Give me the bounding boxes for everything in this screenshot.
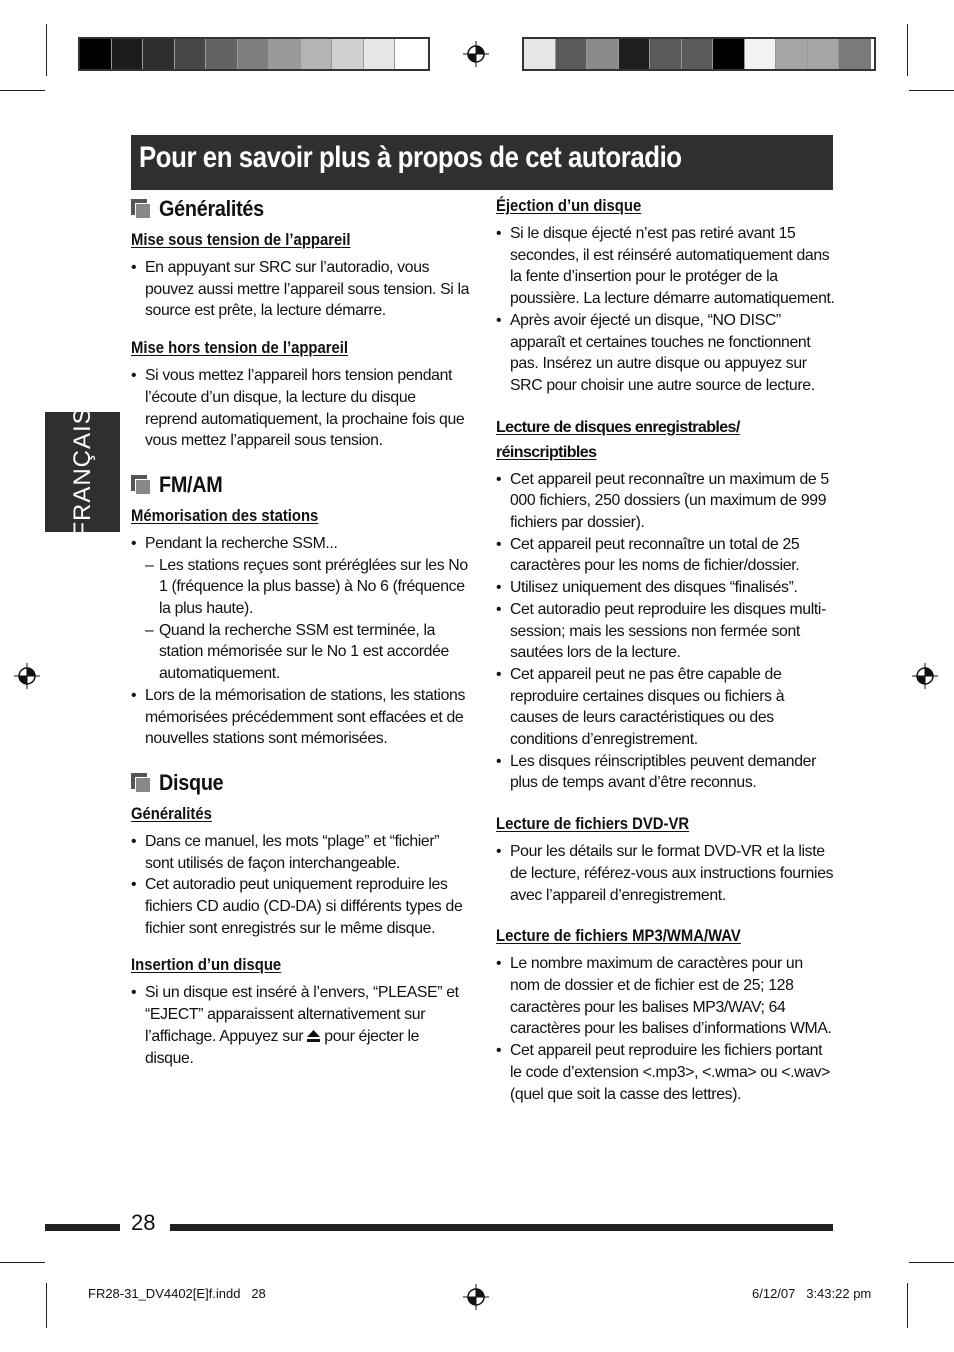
- print-slug-filename: FR28-31_DV4402[E]f.indd 28: [88, 1286, 266, 1301]
- crop-mark: [907, 1283, 908, 1328]
- subheading-disque-generalites: Généralités: [131, 804, 212, 823]
- list-item: – Quand la recherche SSM est terminée, la station mémorisée sur le No 1 est accordée automatiquement.: [145, 620, 471, 685]
- list-item: • Utilisez uniquement des disques “finalisés”.: [496, 577, 836, 599]
- list-item: • Cet appareil peut reconnaître un maximum de 5 000 fichiers, 250 dossiers (un maximum de 999 fichiers par dossier).: [496, 469, 836, 534]
- crosshair-circle-icon: [463, 1284, 489, 1310]
- crop-mark: [0, 90, 45, 91]
- crosshair-circle-icon: [14, 663, 40, 689]
- color-swatch: [839, 39, 871, 69]
- list-item: • Cet autoradio peut uniquement reproduire les fichiers CD audio (CD-DA) si différents types de fichier sont enregistrés sur le même disque.: [131, 874, 471, 939]
- list-item: • Dans ce manuel, les mots “plage” et “fichier” sont utilisés de façon interchangeable.: [131, 831, 471, 874]
- bullet-list: [131, 831, 471, 940]
- color-swatch: [776, 39, 808, 69]
- crop-mark: [46, 24, 47, 76]
- color-swatch: [175, 39, 207, 69]
- bullet-list: [131, 533, 471, 750]
- bullet-list: [496, 841, 836, 906]
- color-swatch: [238, 39, 270, 69]
- crop-mark: [909, 90, 954, 91]
- language-tab-label: FRANÇAIS: [68, 407, 96, 537]
- section-heading-disque: [131, 770, 471, 796]
- color-swatch: [112, 39, 144, 69]
- crop-mark: [907, 24, 908, 76]
- crop-mark: [46, 1283, 47, 1328]
- section-heading-generalites: [131, 196, 471, 222]
- color-swatch: [301, 39, 333, 69]
- color-swatch: [745, 39, 777, 69]
- list-item: • Après avoir éjecté un disque, “NO DISC” apparaît et certaines touches ne fonctionnent pas. Insérez un autre disque ou appuyez sur SRC pour choisir une autre source de lecture.: [496, 310, 836, 397]
- list-item: – Les stations reçues sont préréglées sur les No 1 (fréquence la plus basse) à No 6 (fréquence la plus haute).: [145, 555, 471, 620]
- list-item: • Cet appareil peut reconnaître un total de 25 caractères pour les noms de fichier/dossier.: [496, 534, 836, 577]
- color-swatch: [269, 39, 301, 69]
- subheading-mise-sous-tension: Mise sous tension de l’appareil: [131, 231, 351, 249]
- list-item: • Si le disque éjecté n’est pas retiré avant 15 secondes, il est réinséré automatiquement dans la fente d’insertion pour le protéger de la poussière. La lecture démarre automatiquement.: [496, 223, 836, 310]
- subheading-dvdvr: Lecture de fichiers DVD-VR: [496, 815, 690, 834]
- section-square-icon: [131, 475, 151, 495]
- color-calibration-bar-left: [78, 37, 430, 71]
- subheading-enregistrables: Lecture de disques enregistrables/ réinscriptibles: [496, 418, 740, 461]
- left-column: [131, 196, 471, 1069]
- color-calibration-bar-right: [522, 37, 876, 71]
- list-item: • Si un disque est inséré à l’envers, “PLEASE” et “EJECT” apparaissent alternativement sur l’affichage. Appuyez sur pour éjecter le disque.: [131, 982, 471, 1069]
- color-swatch: [364, 39, 396, 69]
- section-square-icon: [131, 773, 151, 793]
- eject-icon: [307, 1030, 320, 1042]
- list-item: • Cet appareil peut reproduire les fichiers portant le code d’extension <.mp3>, <.wma> ou <.wav> (quel que soit la casse des lettres).: [496, 1040, 836, 1105]
- list-item: • Si vous mettez l’appareil hors tension pendant l’écoute d’un disque, la lecture du disque reprend automatiquement, la prochaine fois que vous mettez l’appareil sous tension.: [131, 365, 471, 452]
- title-band: [131, 135, 833, 190]
- color-swatch: [332, 39, 364, 69]
- color-swatch: [395, 39, 427, 69]
- section-heading-fmam: [131, 472, 471, 498]
- color-swatch: [80, 39, 112, 69]
- list-item: • En appuyant sur SRC sur l’autoradio, vous pouvez aussi mettre l’appareil sous tension. Si la source est prête, la lecture démarre.: [131, 257, 471, 322]
- color-swatch: [682, 39, 714, 69]
- color-swatch: [587, 39, 619, 69]
- footer-bar: [45, 1224, 120, 1231]
- list-item: • Le nombre maximum de caractères pour un nom de dossier et de fichier est de 25; 128 caractères pour les balises MP3/WAV; 64 caractères pour les balises d’informations WMA.: [496, 953, 836, 1040]
- color-swatch: [556, 39, 588, 69]
- page-number: 28: [131, 1210, 156, 1235]
- list-item: • Lors de la mémorisation de stations, les stations mémorisées précédemment sont effacées et de nouvelles stations sont mémorisées.: [131, 685, 471, 750]
- color-swatch: [619, 39, 651, 69]
- crop-mark: [909, 1262, 954, 1263]
- list-item: • Les disques réinscriptibles peuvent demander plus de temps avant d’être reconnus.: [496, 751, 836, 794]
- subheading-mp3: Lecture de fichiers MP3/WMA/WAV: [496, 927, 741, 946]
- bullet-list: [131, 257, 471, 322]
- bullet-list: [496, 469, 836, 795]
- print-slug-date: 6/12/07 3:43:22 pm: [752, 1286, 872, 1301]
- crop-mark: [0, 1262, 45, 1263]
- dash-list: [145, 555, 471, 685]
- color-swatch: [524, 39, 556, 69]
- section-title: Généralités: [159, 196, 264, 221]
- bullet-list: [496, 223, 836, 397]
- right-column: [496, 196, 836, 1105]
- language-tab: [45, 407, 120, 537]
- section-square-icon: [131, 199, 151, 219]
- footer-bar: [170, 1224, 833, 1231]
- color-swatch: [713, 39, 745, 69]
- color-swatch: [143, 39, 175, 69]
- subheading-ejection: Éjection d’un disque: [496, 197, 642, 215]
- color-swatch: [650, 39, 682, 69]
- subheading-memorisation: Mémorisation des stations: [131, 506, 319, 525]
- bullet-list: [496, 953, 836, 1105]
- bullet-list: [131, 982, 471, 1069]
- list-item: • Pour les détails sur le format DVD-VR et la liste de lecture, référez-vous aux instructions fournies avec l’appareil d’enregistrement.: [496, 841, 836, 906]
- section-title: Disque: [159, 769, 224, 795]
- list-item: • Pendant la recherche SSM... – Les stations reçues sont préréglées sur les No 1 (fréquence la plus basse) à No 6 (fréquence la plus haute). – Quand la recherche SSM est terminée, la station mémorisée sur le No 1 est accordée automatiquement.: [131, 533, 471, 685]
- bullet-list: [131, 365, 471, 452]
- page-title: Pour en savoir plus à propos de cet autoradio: [139, 141, 682, 174]
- list-item: • Cet autoradio peut reproduire les disques multi-session; mais les sessions non fermée sont sautées lors de la lecture.: [496, 599, 836, 664]
- list-item: • Cet appareil peut ne pas être capable de reproduire certaines disques ou fichiers à causes de leurs caractéristiques ou des conditions d’enregistrement.: [496, 664, 836, 751]
- crosshair-circle-icon: [912, 663, 938, 689]
- color-swatch: [206, 39, 238, 69]
- subheading-mise-hors-tension: Mise hors tension de l’appareil: [131, 339, 349, 358]
- crosshair-circle-icon: [463, 41, 489, 67]
- section-title: FM/AM: [159, 471, 223, 497]
- color-swatch: [808, 39, 840, 69]
- subheading-insertion: Insertion d’un disque: [131, 956, 282, 975]
